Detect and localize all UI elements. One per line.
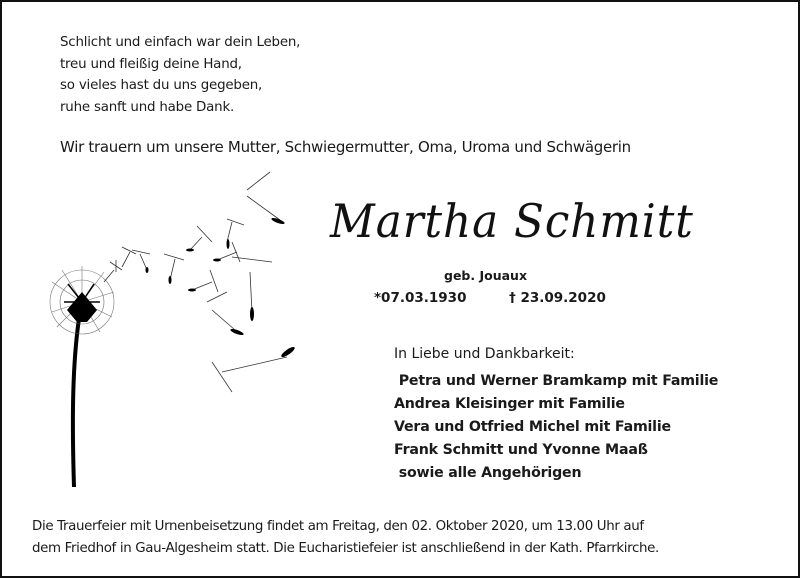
intro-text: Wir trauern um unsere Mutter, Schwiegermutter, Oma, Uroma und Schwägerin — [60, 138, 631, 156]
poem-line: ruhe sanft und habe Dank. — [60, 99, 235, 115]
funeral-info-line: Die Trauerfeier mit Urnenbeisetzung findet am Freitag, den 02. Oktober 2020, um 13.00 Uhr auf — [32, 519, 644, 534]
maiden-name: geb. Jouaux — [444, 268, 528, 283]
funeral-info-line: dem Friedhof in Gau-Algesheim statt. Die Eucharistiefeier ist anschließend in der Kath. Pfarrkirche. — [32, 541, 659, 556]
mourners-list — [394, 370, 718, 485]
dandelion-icon — [32, 162, 332, 492]
birth-date: *07.03.1930 — [374, 290, 467, 306]
poem-line: treu und fleißig deine Hand, — [60, 56, 242, 72]
poem — [60, 32, 300, 118]
funeral-info — [32, 516, 659, 560]
death-date: † 23.09.2020 — [509, 290, 606, 306]
mourners-heading: In Liebe und Dankbarkeit: — [394, 346, 575, 362]
deceased-name: Martha Schmitt — [330, 194, 694, 248]
life-dates — [374, 290, 606, 306]
poem-line: so vieles hast du uns gegeben, — [60, 78, 263, 93]
mourner-line: Vera und Otfried Michel mit Familie — [394, 419, 671, 435]
mourner-line: sowie alle Angehörigen — [394, 465, 582, 481]
mourner-line: Petra und Werner Bramkamp mit Familie — [394, 373, 719, 389]
mourner-line: Frank Schmitt und Yvonne Maaß — [394, 442, 648, 458]
poem-line: Schlicht und einfach war dein Leben, — [60, 35, 301, 50]
mourner-line: Andrea Kleisinger mit Familie — [394, 396, 625, 412]
